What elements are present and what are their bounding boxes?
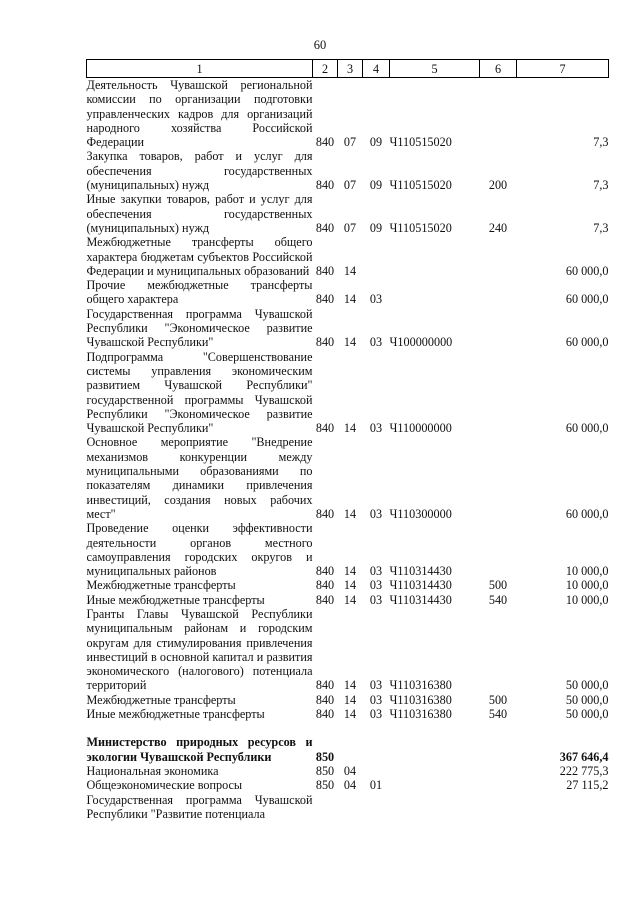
column-header: 3 bbox=[338, 60, 363, 78]
row-ministry-code: 840 bbox=[315, 421, 335, 436]
row-subsection: 03 bbox=[369, 692, 383, 707]
row-target-article bbox=[390, 764, 480, 778]
row-expense-type bbox=[480, 607, 517, 693]
row-ministry-code: 840 bbox=[315, 592, 335, 607]
row-subsection: 03 bbox=[369, 592, 383, 607]
budget-table bbox=[86, 59, 609, 821]
row-amount: 367 646,4 bbox=[559, 749, 609, 764]
row-amount: 7,3 bbox=[593, 135, 609, 150]
row-subsection: 03 bbox=[369, 564, 383, 579]
row-ministry-code: 840 bbox=[315, 692, 335, 707]
table-row bbox=[87, 435, 609, 521]
row-subsection bbox=[363, 235, 390, 278]
row-expense-type bbox=[480, 307, 517, 350]
column-header: 7 bbox=[517, 60, 609, 78]
column-header: 1 bbox=[87, 60, 313, 78]
row-ministry-code bbox=[313, 793, 338, 822]
row-expense-type: 200 bbox=[488, 178, 508, 193]
row-target-article bbox=[390, 793, 480, 822]
row-amount: 50 000,0 bbox=[565, 692, 609, 707]
row-description: Государственная программа Чувашской Республики "Экономическое развитие Чувашской Республики" bbox=[86, 306, 313, 350]
row-ministry-code: 840 bbox=[315, 564, 335, 579]
table-row bbox=[87, 521, 609, 578]
row-amount: 7,3 bbox=[593, 178, 609, 193]
row-target-article: Ч110316380 bbox=[389, 678, 452, 693]
table-row bbox=[87, 735, 609, 764]
row-expense-type bbox=[480, 764, 517, 778]
row-target-article: Ч110314430 bbox=[389, 578, 452, 593]
row-target-article bbox=[390, 278, 480, 307]
row-target-article bbox=[390, 735, 480, 764]
row-amount: 27 115,2 bbox=[566, 778, 609, 793]
row-description: Министерство природных ресурсов и экологии Чувашской Республики bbox=[86, 735, 313, 764]
row-subsection: 03 bbox=[369, 335, 383, 350]
row-target-article: Ч110515020 bbox=[389, 135, 452, 150]
table-row bbox=[87, 607, 609, 693]
row-target-article bbox=[390, 235, 480, 278]
row-section: 07 bbox=[343, 178, 357, 193]
row-subsection: 03 bbox=[369, 506, 383, 521]
table-row bbox=[87, 707, 609, 721]
table-row bbox=[87, 578, 609, 592]
row-ministry-code: 840 bbox=[315, 578, 335, 593]
row-section: 14 bbox=[343, 292, 357, 307]
row-expense-type bbox=[480, 350, 517, 436]
row-ministry-code: 840 bbox=[315, 506, 335, 521]
row-amount: 50 000,0 bbox=[565, 707, 609, 722]
row-description: Иные межбюджетные трансферты bbox=[86, 707, 265, 722]
row-subsection: 09 bbox=[369, 220, 383, 235]
row-ministry-code: 840 bbox=[315, 220, 335, 235]
row-description: Проведение оценки эффективности деятельности органов местного самоуправления городских округов и муниципальных районов bbox=[86, 521, 313, 579]
row-description: Национальная экономика bbox=[86, 763, 219, 778]
row-section bbox=[338, 735, 363, 764]
row-target-article: Ч110316380 bbox=[389, 707, 452, 722]
row-amount: 60 000,0 bbox=[565, 263, 609, 278]
row-section: 07 bbox=[343, 135, 357, 150]
row-amount: 7,3 bbox=[593, 220, 609, 235]
table-row bbox=[87, 307, 609, 350]
row-ministry-code: 840 bbox=[315, 678, 335, 693]
row-ministry-code: 850 bbox=[315, 763, 335, 778]
row-description: Закупка товаров, работ и услуг для обеспечения государственных (муниципальных) нужд bbox=[86, 149, 313, 193]
row-ministry-code: 850 bbox=[315, 749, 335, 764]
row-description: Межбюджетные трансферты bbox=[86, 578, 236, 593]
table-row bbox=[87, 793, 609, 822]
row-amount bbox=[517, 793, 609, 822]
row-expense-type: 500 bbox=[488, 692, 508, 707]
row-expense-type: 540 bbox=[488, 707, 508, 722]
row-amount: 10 000,0 bbox=[565, 564, 609, 579]
row-description: Межбюджетные трансферты bbox=[86, 692, 236, 707]
row-target-article: Ч110316380 bbox=[389, 692, 452, 707]
row-section bbox=[338, 793, 363, 822]
table-row bbox=[87, 693, 609, 707]
row-amount: 50 000,0 bbox=[565, 678, 609, 693]
row-ministry-code: 840 bbox=[315, 707, 335, 722]
row-subsection: 09 bbox=[369, 178, 383, 193]
row-ministry-code: 850 bbox=[315, 778, 335, 793]
row-description: Основное мероприятие "Внедрение механизмов конкуренции между муниципальными образованиями по показателям динамики привлечения инвестиций, создания новых рабочих мест" bbox=[86, 435, 313, 521]
row-description: Межбюджетные трансферты общего характера бюджетам субъектов Российской Федерации и муниципальных образований bbox=[86, 235, 313, 278]
column-header: 6 bbox=[480, 60, 517, 78]
page-number: 60 bbox=[313, 38, 327, 52]
table-body bbox=[87, 78, 609, 822]
row-section: 07 bbox=[343, 220, 357, 235]
row-expense-type bbox=[480, 521, 517, 578]
row-section: 14 bbox=[343, 506, 357, 521]
row-description: Деятельность Чувашской региональной комиссии по организации подготовки управленческих кадров для организаций народного хозяйства Российской Федерации bbox=[86, 78, 313, 150]
row-description: Общеэкономические вопросы bbox=[86, 778, 243, 793]
row-target-article: Ч110314430 bbox=[389, 564, 452, 579]
row-section: 14 bbox=[343, 335, 357, 350]
row-subsection bbox=[363, 793, 390, 822]
row-subsection: 03 bbox=[369, 292, 383, 307]
row-ministry-code: 840 bbox=[315, 263, 335, 278]
row-expense-type bbox=[480, 793, 517, 822]
table-row bbox=[87, 278, 609, 307]
spacer-cell bbox=[87, 721, 609, 735]
row-amount: 222 775,3 bbox=[559, 763, 609, 778]
row-expense-type bbox=[480, 278, 517, 307]
row-subsection: 03 bbox=[369, 578, 383, 593]
row-section: 14 bbox=[343, 263, 357, 278]
row-amount: 10 000,0 bbox=[565, 578, 609, 593]
row-target-article: Ч110000000 bbox=[389, 421, 452, 436]
row-section: 14 bbox=[343, 707, 357, 722]
row-expense-type bbox=[480, 78, 517, 150]
row-amount: 60 000,0 bbox=[565, 292, 609, 307]
table-row bbox=[87, 593, 609, 607]
row-subsection: 09 bbox=[369, 135, 383, 150]
row-subsection: 03 bbox=[369, 707, 383, 722]
row-section: 14 bbox=[343, 678, 357, 693]
table-row bbox=[87, 235, 609, 278]
row-section: 14 bbox=[343, 692, 357, 707]
row-description: Иные закупки товаров, работ и услуг для обеспечения государственных (муниципальных) нужд bbox=[86, 192, 313, 235]
row-description: Государственная программа Чувашской Республики "Развитие потенциала bbox=[86, 792, 313, 821]
row-ministry-code: 840 bbox=[315, 178, 335, 193]
row-expense-type bbox=[480, 435, 517, 521]
column-header: 5 bbox=[390, 60, 480, 78]
row-target-article: Ч110515020 bbox=[389, 178, 452, 193]
row-expense-type bbox=[480, 735, 517, 764]
row-expense-type bbox=[480, 778, 517, 792]
table-row bbox=[87, 149, 609, 192]
row-target-article: Ч110314430 bbox=[389, 592, 452, 607]
row-description: Прочие межбюджетные трансферты общего характера bbox=[86, 278, 313, 307]
table-row bbox=[87, 778, 609, 792]
row-target-article: Ч100000000 bbox=[389, 335, 453, 350]
row-amount: 10 000,0 bbox=[565, 592, 609, 607]
row-amount: 60 000,0 bbox=[565, 335, 609, 350]
row-section: 14 bbox=[343, 421, 357, 436]
row-expense-type: 500 bbox=[488, 578, 508, 593]
row-expense-type: 240 bbox=[488, 220, 508, 235]
row-section: 04 bbox=[343, 778, 357, 793]
row-description: Гранты Главы Чувашской Республики муниципальным районам и городским округам для стимулирования привлечения инвестиций в основной капитал и развития экономического (налогового) потенциала территорий bbox=[86, 606, 313, 693]
row-expense-type: 540 bbox=[488, 592, 508, 607]
row-expense-type bbox=[480, 235, 517, 278]
row-ministry-code: 840 bbox=[315, 335, 335, 350]
table-spacer-row bbox=[87, 721, 609, 735]
row-description: Иные межбюджетные трансферты bbox=[86, 592, 265, 607]
row-target-article: Ч110300000 bbox=[389, 506, 452, 521]
row-section: 14 bbox=[343, 578, 357, 593]
row-subsection: 03 bbox=[369, 421, 383, 436]
row-section: 14 bbox=[343, 592, 357, 607]
table-row bbox=[87, 350, 609, 436]
row-subsection bbox=[363, 764, 390, 778]
row-subsection bbox=[363, 735, 390, 764]
column-header: 4 bbox=[363, 60, 390, 78]
table-row bbox=[87, 78, 609, 150]
column-header: 2 bbox=[313, 60, 338, 78]
row-ministry-code: 840 bbox=[315, 135, 335, 150]
column-header-row bbox=[87, 60, 609, 78]
row-amount: 60 000,0 bbox=[565, 506, 609, 521]
row-target-article bbox=[390, 778, 480, 792]
row-amount: 60 000,0 bbox=[565, 421, 609, 436]
table-row bbox=[87, 764, 609, 778]
row-target-article: Ч110515020 bbox=[389, 220, 452, 235]
row-section: 04 bbox=[343, 763, 357, 778]
row-ministry-code: 840 bbox=[315, 292, 335, 307]
row-description: Подпрограмма "Совершенствование системы управления экономическим развитием Чувашской Республики" государственной программы Чувашской Республики "Экономическое развитие Чувашской Республики" bbox=[86, 349, 313, 436]
table-row bbox=[87, 192, 609, 235]
row-subsection: 01 bbox=[369, 778, 383, 793]
row-subsection: 03 bbox=[369, 678, 383, 693]
row-section: 14 bbox=[343, 564, 357, 579]
